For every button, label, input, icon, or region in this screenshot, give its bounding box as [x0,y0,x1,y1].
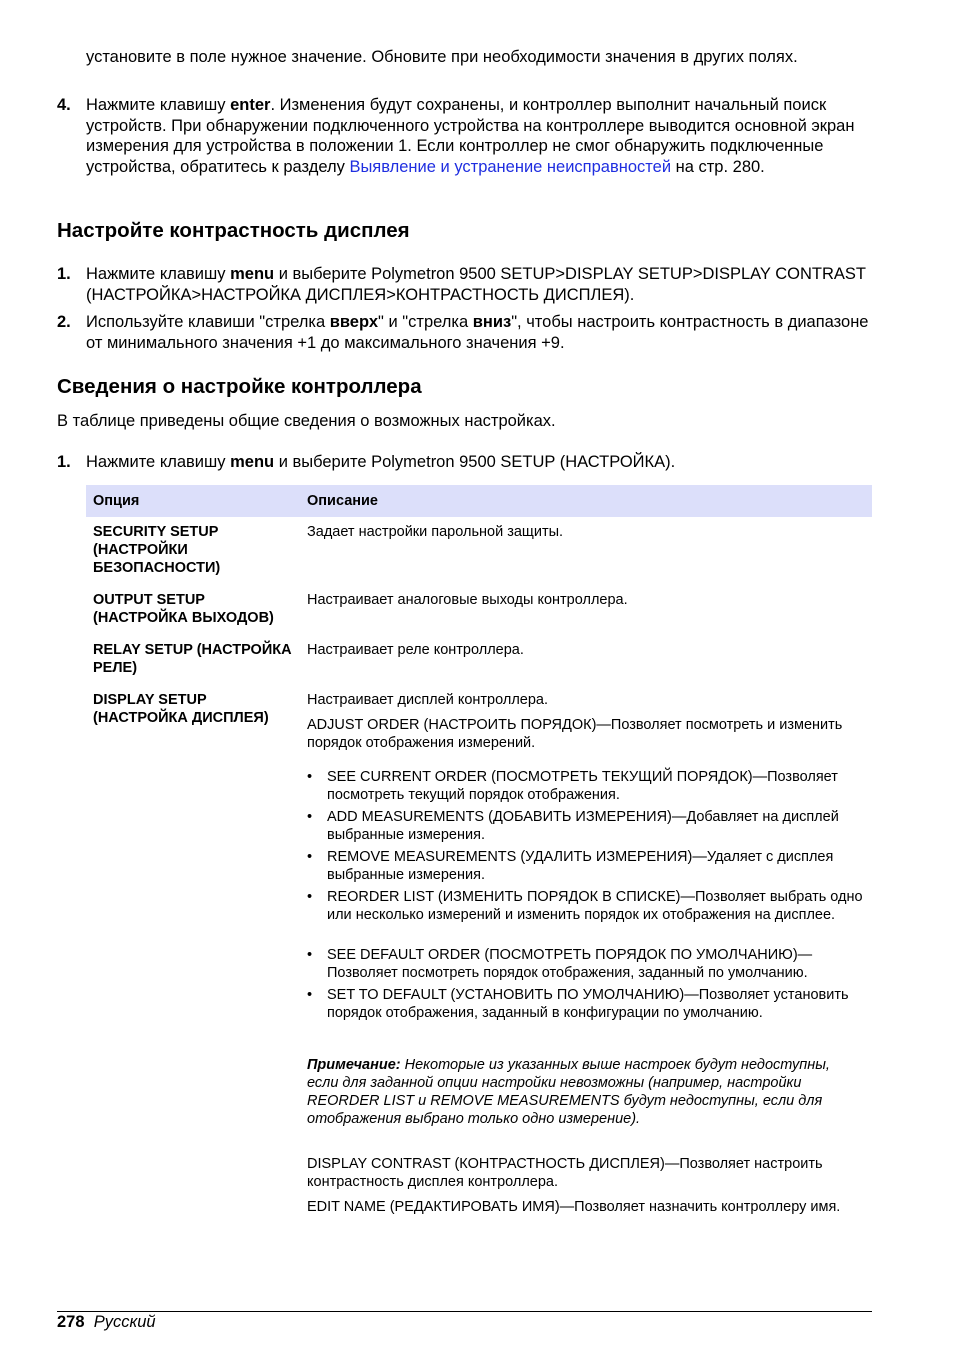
note-label: Примечание: [307,1057,401,1073]
key-enter: enter [230,96,271,114]
key-up: вверх [329,313,379,331]
document-page: установите в поле нужное значение. Обновите при необходимости значения в других полях. 4. Нажмите клавишу enter. Изменения будут сохранены, и контроллер выполнит начальный поиск устройств. При обнаружении подключенного устройства на контроллере выводится основной экран измерения для устройства в положении 1. Если контроллер не смог обнаружить подключенные устройства, обратитесь к разделу Выявление и устранение неисправностей на стр. 280. Настройте контрастность дисплея 1. Нажмите клавишу menu и выберите Polymetron 9500 SETUP>DISPLAY SETUP>DISPLAY CONTRAST (НАСТРОЙКА>НАСТРОЙКА ДИСПЛЕЯ>КОНТРАСТНОСТЬ ДИСПЛЕЯ). 2. Используйте клавиши "стрелка вверх" и "стрелка вниз", чтобы настроить контрастность в диапазоне от минимального значения +1 до максимального значения +9. Сведения о настройке контроллера В таблице приведены общие сведения о возможных настройках. 1. Нажмите клавишу menu и выберите Polymetron 9500 SETUP (НАСТРОЙКА). Опция Описание SECURITY SETUP (НАСТРОЙКИ БЕЗОПАСНОСТИ) Задает настройки парольной защиты. OUTPUT SETUP (НАСТРОЙКА ВЫХОДОВ) Настраивает аналоговые выходы контроллера. RELAY SETUP (НАСТРОЙКА РЕЛЕ) Настраивает реле контроллера. DISPLAY SETUP (НАСТРОЙКА ДИСПЛЕЯ) Настраивает дисплей контроллера. ADJUST ORDER (НАСТРОИТЬ ПОРЯДОК)—Позволяет посмотреть и изменить порядок отображения измерений. • SEE CURRENT ORDER (ПОСМОТРЕТЬ ТЕКУЩИЙ ПОРЯДОК)—Позволяет посмотреть текущий порядок отображения. • ADD MEASUREMENTS (ДОБАВИТЬ ИЗМЕРЕНИЯ)—Добавляет на дисплей выбранные измерения. • REMOVE MEASUREMENTS (УДАЛИТЬ ИЗМЕРЕНИЯ)—Удаляет с дисплея выбранные измерения. • REORDER LIST (ИЗМЕНИТЬ ПОРЯДОК В СПИСКЕ)—Позволяет выбрать одно или несколько измерений и изменить порядок их отображения на дисплее. • SEE DEFAULT ORDER (ПОСМОТРЕТЬ ПОРЯДОК ПО УМОЛЧАНИЮ)—Позволяет посмотреть порядок отображения, заданный по умолчанию. • SET TO DEFAULT (УСТАНОВИТЬ ПО УМОЛЧАНИЮ)—Позволяет установить порядок отображения, заданный в конфигурации по умолчанию. Примечание: Некоторые из указанных выше настроек будут недоступны, если для заданной опции настройки невозможны (например, настройки REORDER LIST и REMOVE MEASUREMENTS будут недоступны, если для отображения выбрано только одно измерение). DISPLAY CONTRAST (КОНТРАСТНОСТЬ ДИСПЛЕЯ)—Позволяет настроить контрастность дисплея контроллера. EDIT NAME (РЕДАКТИРОВАТЬ ИМЯ)—Позволяет назначить контроллеру имя. 278 Русский [0,0,954,1354]
table-row-description: Настраивает аналоговые выходы контроллера. [307,592,628,608]
step-number: 2. [57,313,71,331]
section-heading-contrast: Настройте контрастность дисплея [57,219,410,242]
key-menu: menu [230,453,275,471]
page-footer [57,1312,156,1332]
bullet-icon: • [307,769,313,785]
key-down: вниз [472,313,512,331]
footer-language: Русский [93,1313,156,1331]
section-heading-controller: Сведения о настройке контроллера [57,375,422,398]
page-number: 278 [57,1313,85,1331]
step-number: 1. [57,453,71,471]
table-row-description: Настраивает дисплей контроллера. [307,692,548,708]
column-header-description: Описание [307,493,378,509]
note: Примечание: Некоторые из указанных выше настроек будут недоступны, если для заданной опции настройки невозможны (например, настройки REORDER LIST и REMOVE MEASUREMENTS будут недоступны, если для отображения выбрано только одно измерение). [307,1057,830,1127]
table-row-option: OUTPUT SETUP (НАСТРОЙКА ВЫХОДОВ) [93,592,274,626]
controller-intro: В таблице приведены общие сведения о возможных настройках. [57,412,556,430]
contrast-step-2-text: Используйте клавиши "стрелка вверх" и "стрелка вниз", чтобы настроить контрастность в диапазоне от минимального значения +1 до максимального значения +9. [86,313,869,352]
bullet-icon: • [307,987,313,1003]
step-number: 4. [57,96,71,114]
table-header [86,485,872,517]
continuation-paragraph: установите в поле нужное значение. Обновите при необходимости значения в других полях. [86,48,798,66]
contrast-step-1-text: Нажмите клавишу menu и выберите Polymetron 9500 SETUP>DISPLAY SETUP>DISPLAY CONTRAST (НАСТРОЙКА>НАСТРОЙКА ДИСПЛЕЯ>КОНТРАСТНОСТЬ ДИСПЛЕЯ). [86,265,866,304]
troubleshooting-link[interactable]: Выявление и устранение неисправностей [349,157,672,176]
step-4-text: Нажмите клавишу enter. Изменения будут сохранены, и контроллер выполнит начальный поиск устройств. При обнаружении подключенного устройства на контроллере выводится основной экран измерения для устройства в положении 1. Если контроллер не смог обнаружить подключенные устройства, обратитесь к разделу Выявление и устранение неисправностей на стр. 280. [86,96,855,176]
bullet-icon: • [307,809,313,825]
adjust-order-text: ADJUST ORDER (НАСТРОИТЬ ПОРЯДОК)—Позволяет посмотреть и изменить порядок отображения измерений. [307,717,843,751]
bullet-icon: • [307,889,313,905]
table-row-description: Задает настройки парольной защиты. [307,524,564,540]
footer-divider [57,1311,872,1312]
controller-step-1-text: Нажмите клавишу menu и выберите Polymetron 9500 SETUP (НАСТРОЙКА). [86,453,676,471]
key-menu: menu [230,265,275,283]
table-row-option: SECURITY SETUP (НАСТРОЙКИ БЕЗОПАСНОСТИ) [93,524,221,576]
table-row-option: RELAY SETUP (НАСТРОЙКА РЕЛЕ) [93,642,292,676]
bullet-icon: • [307,947,313,963]
column-header-option: Опция [93,493,140,509]
table-row-option: DISPLAY SETUP (НАСТРОЙКА ДИСПЛЕЯ) [93,692,269,726]
display-contrast-text: DISPLAY CONTRAST (КОНТРАСТНОСТЬ ДИСПЛЕЯ)—Позволяет настроить контрастность дисплея контроллера. [307,1156,823,1190]
edit-name-text: EDIT NAME (РЕДАКТИРОВАТЬ ИМЯ)—Позволяет назначить контроллеру имя. [307,1199,841,1215]
bullet-icon: • [307,849,313,865]
step-number: 1. [57,265,71,283]
table-row-description: Настраивает реле контроллера. [307,642,524,658]
